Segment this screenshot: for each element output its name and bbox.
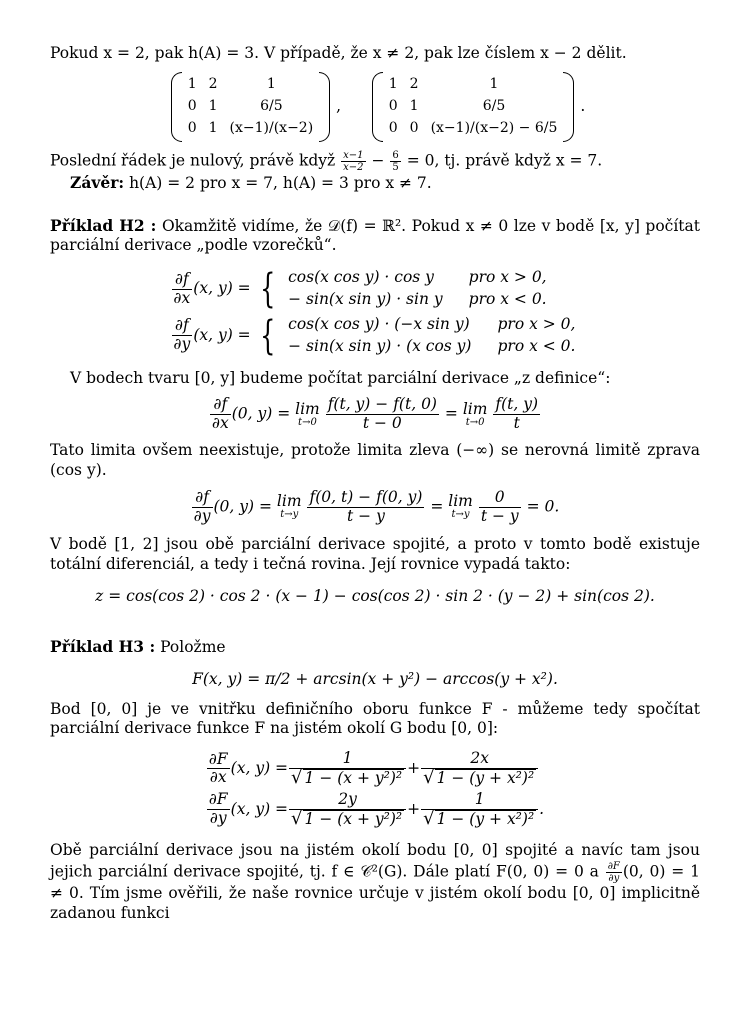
equation-F-partials: $\frac{\partial F}{\partial x}$ (x, y) = 1 √ 1 − (x + y²)² + 2x √ 1 − (y + x²)² $\frac{\partial F}{\partial y}$ (x, y) = 2y √ 1 − (x + y²)² + 1 √ 1 − (y + x²)² . bbox=[208, 749, 545, 829]
paragraph-case-x2: Pokud x = 2, pak h(A) = 3. V případě, že x ≠ 2, pak lze číslem x − 2 dělit. bbox=[50, 44, 627, 62]
paragraph-last-row: Poslední řádek je nulový, právě když $\frac{x-1}{x-2}$ − $\frac{6}{5}$ = 0, tj. právě když x = 7. bbox=[50, 149, 603, 173]
example-h2-intro: Příklad H2 : Okamžitě vidíme, že 𝒟(f) = ℝ². Pokud x ≠ 0 lze v bodě [x, y] počítat parciální derivace „podle vzorečků“. bbox=[50, 215, 700, 255]
paragraph-continuity: Obě parciální derivace jsou na jistém okolí bodu [0, 0] spojité a navíc tam jsou jejich parciální derivace spojité, tj. f ∈ 𝒞²(G). Dále platí F(0, 0) = 0 a $\frac{\partial F}{\partial y}$ (0, 0) = 1 ≠ 0. Tím jsme ověřili, že naše rovnice určuje v jistém okolí bodu [0, 0] implicitně zadanou funkci bbox=[50, 841, 700, 923]
example-h3-intro: Příklad H3 : Položme bbox=[50, 636, 226, 656]
paragraph-conclusion: Závěr: h(A) = 2 pro x = 7, h(A) = 3 pro x ≠ 7. bbox=[70, 172, 432, 192]
paragraph-tangent-plane: V bodě [1, 2] jsou obě parciální derivace spojité, a proto v tomto bodě existuje totální diferenciál, a tedy i tečná rovina. Její rovnice vypadá takto: bbox=[50, 535, 700, 574]
equation-F-definition: F(x, y) = π/2 + arcsin(x + y²) − arccos(y + x²). bbox=[192, 669, 558, 688]
equation-limit-x: $\frac{\partial f}{\partial x}$ (0, y) = lim t→0 $\frac{f(t, y) - f(t, 0)}{t - 0}$ = lim t→0 $\frac{f(t, y)}{t}$ bbox=[211, 395, 539, 433]
paragraph-definition-points: V bodech tvaru [0, y] budeme počítat parciální derivace „z definice“: bbox=[70, 368, 611, 387]
paragraph-limit-nonexistent: Tato limita ovšem neexistuje, protože limita zleva (−∞) se nerovná limitě zprava (cos y). bbox=[50, 441, 700, 479]
matrix-1: 1 2 1 0 1 6/5 0 1 (x−1)/(x−2) bbox=[171, 72, 330, 142]
partial-derivatives-cases: $\frac{\partial f}{\partial x}$ (x, y) = { cos(x cos y) · cos y pro x > 0, − sin(x sin y) · sin y pro x < 0. $\frac{\partial f}{\partial y}$ (x, y) = { cos(x cos y) · (−x sin y) pro x > 0, − sin(x sin y) · (x cos y) pro x < 0. bbox=[173, 266, 576, 359]
document-page bbox=[50, 44, 700, 924]
paragraph-interior-point: Bod [0, 0] je ve vnitřku definičního oboru funkce F - můžeme tedy spočítat parciální derivace funkce F na jistém okolí G bodu [0, 0]: bbox=[50, 699, 700, 738]
equation-limit-y: $\frac{\partial f}{\partial y}$ (0, y) = lim t→y $\frac{f(0, t) - f(0, y)}{t - y}$ = lim t→y $\frac{0}{t - y}$ = 0. bbox=[193, 487, 560, 525]
matrix-2: 1 2 1 0 1 6/5 0 0 (x−1)/(x−2) − 6/5 bbox=[372, 72, 575, 142]
matrices-display: 1 2 1 0 1 6/5 0 1 (x−1)/(x−2) , 1 2 1 0 1 6/5 0 0 (x−1)/(x−2) − 6/5 . bbox=[50, 72, 700, 142]
equation-tangent-plane: z = cos(cos 2) · cos 2 · (x − 1) − cos(cos 2) · sin 2 · (y − 2) + sin(cos 2). bbox=[95, 587, 655, 606]
